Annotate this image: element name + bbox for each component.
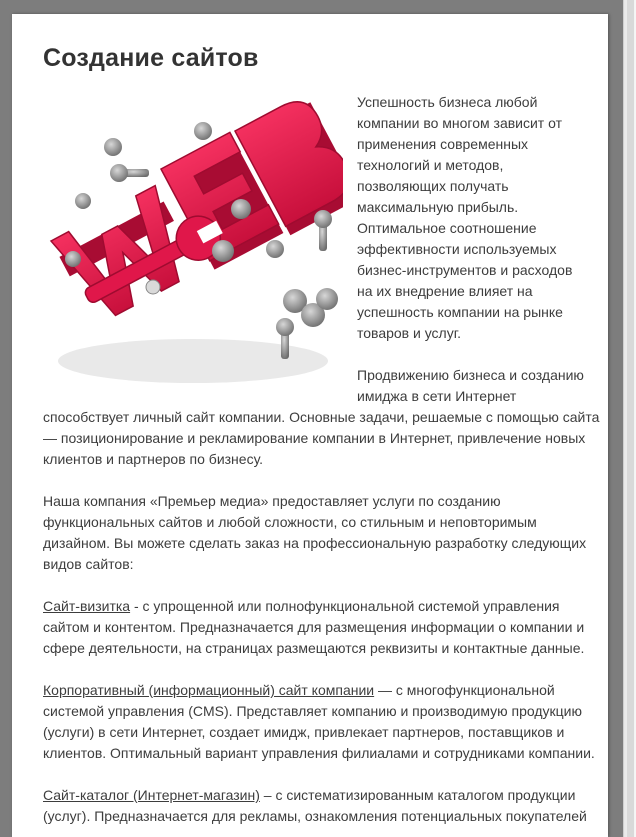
site-type-link-corporate[interactable]: Корпоративный (информационный) сайт компании (43, 682, 375, 698)
intro-paragraph-2: Продвижению бизнеса и созданию имиджа в сети Интернет способствует личный сайт компании. Основные задачи, решаемые с помощью сайта — позиционирование и рекламирование компании в Интернет, привлечение новых клиентов и партнеров по бизнесу. (43, 367, 600, 467)
document-page (12, 14, 608, 837)
web-illustration (43, 91, 343, 397)
article-body (43, 92, 601, 827)
web-letters-with-bolts-image (43, 91, 343, 397)
site-type-description: - с упрощенной или полнофункциональной системой управления сайтом и контентом. Предназначается для размещения информации о компании и сфере деятельности, на страницах размещаются реквизиты и контактные данные. (43, 598, 585, 656)
page-title: Создание сайтов (43, 44, 259, 72)
intro-paragraph-1: Успешность бизнеса любой компании во многом зависит от применения современных технологий и методов, позволяющих получать максимальную прибыль. Оптимальное соотношение эффективности используемых бизнес-инструментов и расходов на их внедрение влияет на успешность компании на рынке товаров и услуг. (357, 94, 573, 341)
site-type-link-business-card[interactable]: Сайт-визитка (43, 598, 131, 614)
article (43, 44, 601, 837)
vertical-scrollbar[interactable] (623, 0, 636, 837)
site-type-description: – с систематизированным каталогом продукции (услуг). Предназначается для рекламы, ознакомления потенциальных покупателей (43, 787, 587, 824)
site-type-item (43, 785, 601, 827)
site-type-item (43, 596, 601, 659)
site-type-link-catalog[interactable]: Сайт-каталог (Интернет-магазин) (43, 787, 260, 803)
company-paragraph: Наша компания «Премьер медиа» предоставляет услуги по созданию функциональных сайтов и любой сложности, со стильным и неповторимым дизайном. Вы можете сделать заказ на профессиональную разработку следующих видов сайтов: (43, 493, 587, 572)
scrollbar-thumb[interactable] (627, 0, 634, 837)
site-type-item (43, 680, 601, 764)
site-type-description: — с многофункциональной системой управления (CMS). Представляет компанию и производимую продукцию (услуги) в сети Интернет, создает имидж, привлекает партнеров, поставщиков и клиентов. Оптимальный вариант управления филиалами и сотрудниками компании. (43, 682, 595, 761)
